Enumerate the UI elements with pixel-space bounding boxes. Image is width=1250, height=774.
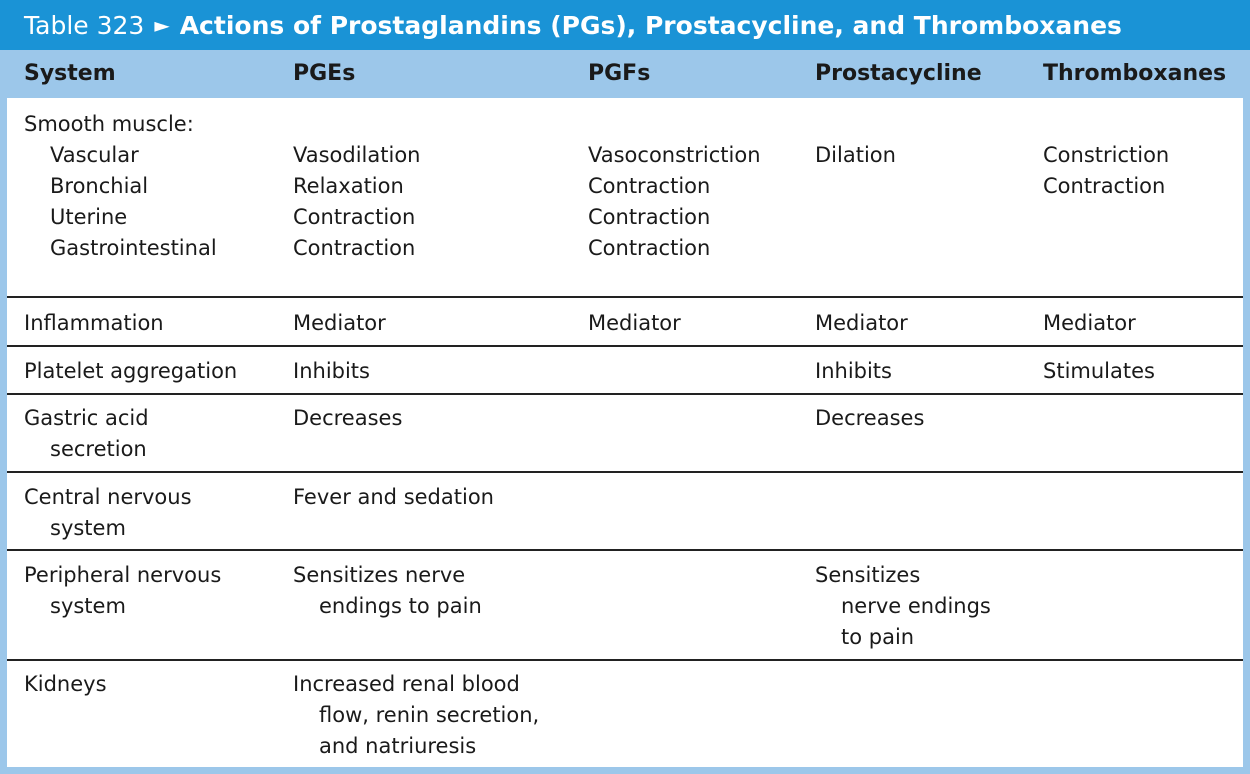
cell-line: Mediator — [293, 311, 386, 335]
cell-line: Platelet aggregation — [24, 359, 238, 383]
cell-line: Bronchial — [50, 174, 149, 198]
table-cell-system — [24, 482, 192, 544]
cell-line: Fever and sedation — [293, 485, 494, 509]
cell-line: Inhibits — [293, 359, 370, 383]
cell-line: Gastric acid — [24, 406, 149, 430]
cell-line: Contraction — [293, 205, 416, 229]
table-number: Table 323 — [24, 10, 145, 40]
table-cell-pgfs — [588, 109, 761, 264]
table-header-row — [0, 50, 1250, 98]
cell-line: system — [50, 516, 126, 540]
table-cell-pges — [293, 308, 386, 339]
table-title-bar — [0, 0, 1250, 50]
cell-line: Vasodilation — [293, 143, 421, 167]
table-cell-pges — [293, 482, 494, 513]
cell-line: Mediator — [815, 311, 908, 335]
row-divider — [7, 345, 1243, 347]
cell-line: Smooth muscle: — [24, 112, 194, 136]
table-cell-system — [24, 560, 221, 622]
cell-line — [588, 109, 761, 140]
row-divider — [7, 549, 1243, 551]
column-header-pgfs: PGFs — [588, 61, 651, 86]
cell-line: Kidneys — [24, 672, 107, 696]
row-divider — [7, 471, 1243, 473]
table-cell-system — [24, 669, 107, 700]
row-divider — [7, 659, 1243, 661]
table-cell-thromboxanes — [1043, 109, 1169, 202]
cell-line — [293, 109, 421, 140]
triangle-arrow-icon: ► — [154, 13, 170, 37]
table-cell-system — [24, 356, 237, 387]
cell-line: Contraction — [1043, 174, 1166, 198]
table-cell-prostacycline — [815, 403, 924, 434]
table-cell-prostacycline — [815, 356, 892, 387]
column-header-prostacycline: Prostacycline — [815, 61, 982, 86]
table-cell-prostacycline — [815, 560, 991, 653]
cell-line: Decreases — [815, 406, 925, 430]
cell-line: Vascular — [50, 143, 139, 167]
cell-line: Mediator — [588, 311, 681, 335]
cell-line: Contraction — [588, 236, 711, 260]
column-header-thromboxanes: Thromboxanes — [1043, 61, 1227, 86]
cell-line: flow, renin secretion, — [319, 703, 540, 727]
column-header-system: System — [24, 61, 116, 86]
cell-line: Contraction — [588, 174, 711, 198]
row-divider — [7, 393, 1243, 395]
cell-line: Sensitizes nerve — [293, 563, 466, 587]
cell-line: Contraction — [588, 205, 711, 229]
cell-line: Mediator — [1043, 311, 1136, 335]
cell-line: Vasoconstriction — [588, 143, 761, 167]
table-cell-prostacycline — [815, 308, 908, 339]
table-cell-pges — [293, 403, 402, 434]
cell-line: to pain — [841, 625, 915, 649]
cell-line: endings to pain — [319, 594, 482, 618]
cell-line: system — [50, 594, 126, 618]
table-cell-system — [24, 109, 217, 264]
table-title: Actions of Prostaglandins (PGs), Prostacycline, and Thromboxanes — [179, 10, 1122, 40]
cell-line: Sensitizes — [815, 563, 921, 587]
cell-line: Dilation — [815, 143, 896, 167]
table-cell-system — [24, 403, 149, 465]
table-cell-prostacycline — [815, 109, 896, 171]
cell-line: Relaxation — [293, 174, 404, 198]
table-cell-pges — [293, 109, 421, 264]
table-cell-pges — [293, 356, 370, 387]
cell-line: Constriction — [1043, 143, 1170, 167]
cell-line: Inflammation — [24, 311, 164, 335]
cell-line — [815, 109, 896, 140]
cell-line — [1043, 109, 1169, 140]
table-cell-system — [24, 308, 164, 339]
cell-line: and natriuresis — [319, 734, 477, 758]
table-cell-pgfs — [588, 308, 681, 339]
cell-line: Peripheral nervous — [24, 563, 222, 587]
table-cell-pges — [293, 669, 539, 762]
column-header-pges: PGEs — [293, 61, 356, 86]
table-cell-thromboxanes — [1043, 356, 1155, 387]
cell-line: Central nervous — [24, 485, 192, 509]
cell-line: Inhibits — [815, 359, 892, 383]
cell-line: Uterine — [50, 205, 128, 229]
cell-line: Increased renal blood — [293, 672, 520, 696]
row-divider — [7, 296, 1243, 298]
cell-line: secretion — [50, 437, 147, 461]
cell-line: nerve endings — [841, 594, 991, 618]
table-cell-thromboxanes — [1043, 308, 1136, 339]
table-cell-pges — [293, 560, 482, 622]
cell-line: Gastrointestinal — [50, 236, 217, 260]
cell-line: Contraction — [293, 236, 416, 260]
cell-line: Decreases — [293, 406, 403, 430]
cell-line: Stimulates — [1043, 359, 1155, 383]
